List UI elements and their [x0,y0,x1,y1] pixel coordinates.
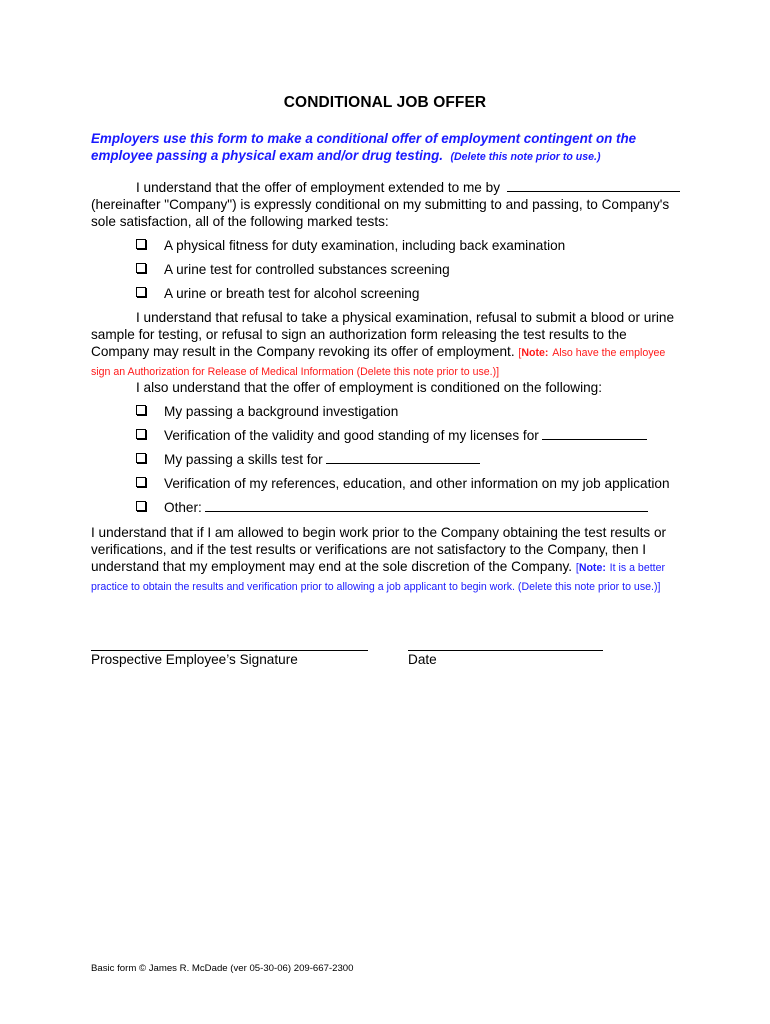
checkbox[interactable] [136,405,146,415]
paragraph-early-start-text: I understand that if I am allowed to begin work prior to the Company obtaining the test results or verifications, and if the test results or verifications are not satisfactory to the Company, then I understand that my employment may end at the sole discretion of the Company. [91,525,667,574]
test-label: A urine test for controlled substances screening [164,262,450,277]
footer: Basic form © James R. McDade (ver 05-30-06) 209-667-2300 [91,963,354,974]
checkbox[interactable] [136,429,146,439]
paragraph-early-start [91,524,681,596]
note-text: It is a better practice to obtain the results and verification prior to allowing a job applicant to begin work. (Delete this note prior to use.)] [91,562,666,593]
condition-item[interactable] [136,427,647,444]
condition-item[interactable] [136,403,398,420]
checkbox[interactable] [136,287,146,297]
condition-label: My passing a skills test for [164,452,323,467]
note-label: Note: [521,347,549,359]
intro-note-delete: (Delete this note prior to use.) [450,151,601,163]
checkbox[interactable] [136,239,146,249]
condition-item[interactable] [136,451,480,468]
note-label: Note: [578,562,606,574]
condition-label: My passing a background investigation [164,404,399,419]
paragraph-conditions [91,379,681,396]
paragraph-refusal-text: I understand that refusal to take a physical examination, refusal to submit a blood or urine sample for testing, or refusal to sign an authorization form releasing the test results to the Company may result in the Company revoking its offer of employment. [91,310,675,359]
test-item[interactable] [136,237,565,254]
intro-note-main: Employers use this form to make a conditional offer of employment contingent on the employee passing a physical exam and/or drug testing. [91,131,637,163]
condition-item[interactable] [136,475,670,492]
licenses-field[interactable] [542,427,647,440]
note-bracket: [ [575,562,579,574]
condition-item[interactable] [136,499,648,516]
test-item[interactable] [136,285,419,302]
paragraph-offer-text-a: I understand that the offer of employment extended to me by [136,180,500,195]
checkbox[interactable] [136,501,146,511]
company-name-field[interactable] [507,179,680,192]
other-field[interactable] [205,499,648,512]
paragraph-conditions-text: I also understand that the offer of employment is conditioned on the following: [136,380,603,395]
condition-label: Verification of my references, education, and other information on my job application [164,476,670,491]
condition-label: Other: [164,500,202,515]
test-item[interactable] [136,261,450,278]
paragraph-offer [91,179,681,230]
note-bracket: [ [518,347,522,359]
note-text: Also have the employee sign an Authorization for Release of Medical Information (Delete this note prior to use.)] [91,347,666,378]
checkbox[interactable] [136,263,146,273]
test-label: A urine or breath test for alcohol screening [164,286,420,301]
checkbox[interactable] [136,453,146,463]
paragraph-offer-text-b: (hereinafter "Company") is expressly conditional on my submitting to and passing, to Company's sole satisfaction, all of the following marked tests: [91,197,670,229]
employee-signature-line[interactable] [91,650,368,651]
condition-label: Verification of the validity and good standing of my licenses for [164,428,539,443]
page-title: CONDITIONAL JOB OFFER [283,94,487,111]
paragraph-refusal [91,309,681,381]
intro-note [91,130,681,166]
employee-signature-label: Prospective Employee’s Signature [91,652,298,667]
skills-test-field[interactable] [326,451,480,464]
checkbox[interactable] [136,477,146,487]
test-label: A physical fitness for duty examination, including back examination [164,238,566,253]
date-label: Date [408,652,437,667]
date-line[interactable] [408,650,603,651]
